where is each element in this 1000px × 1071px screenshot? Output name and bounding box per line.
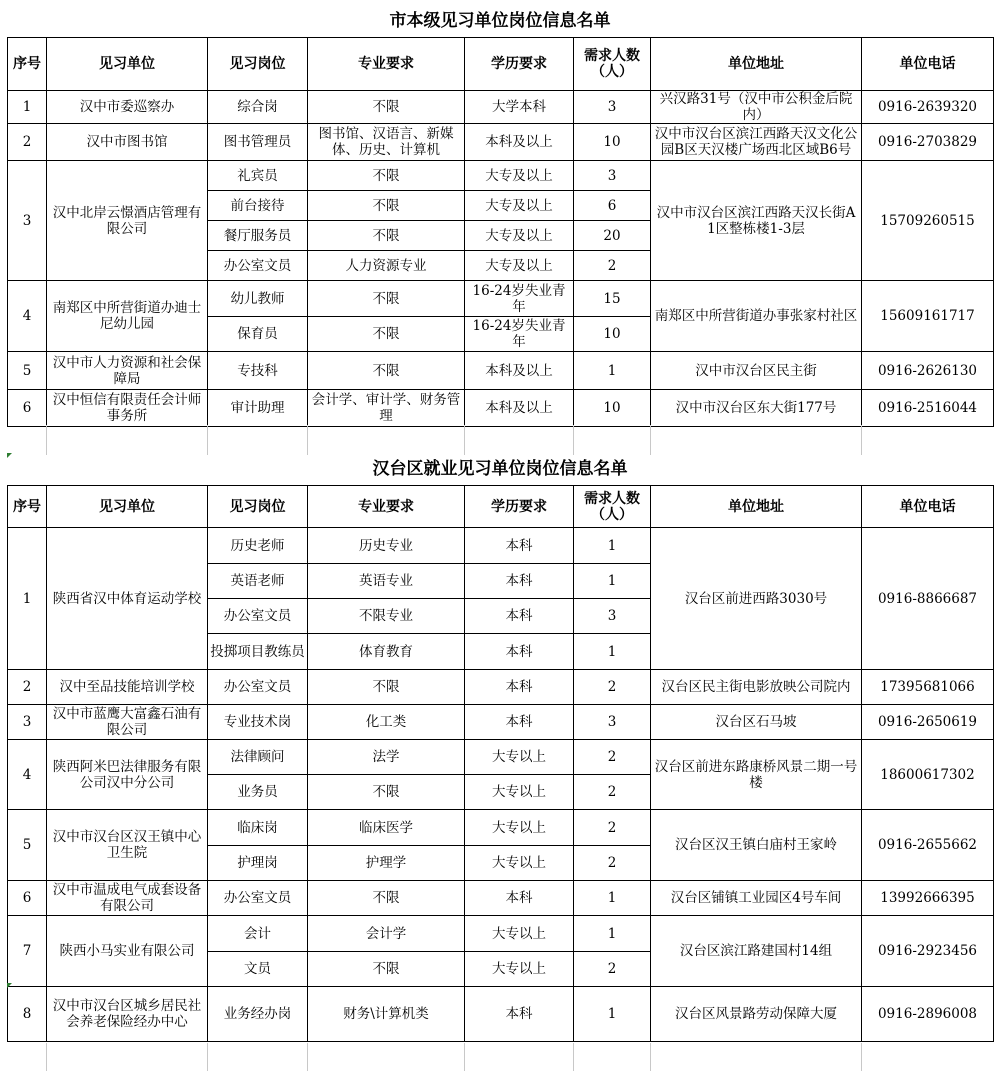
cell-count: 10 [574, 124, 651, 161]
cell-no: 3 [8, 705, 47, 740]
cell-education: 大专以上 [465, 846, 574, 881]
cell-position: 会计 [208, 916, 308, 952]
cell-education: 大专以上 [465, 952, 574, 987]
cell-phone: 0916-2626130 [862, 352, 994, 390]
cell-unit: 汉中市人力资源和社会保障局 [47, 352, 208, 390]
header-unit: 见习单位 [47, 38, 208, 91]
cell-count: 20 [574, 221, 651, 251]
cell-unit: 汉中北岸云憬酒店管理有限公司 [47, 161, 208, 281]
cell-address: 兴汉路31号（汉中市公积金后院内） [651, 91, 862, 124]
cell-no: 6 [8, 390, 47, 427]
cell-count: 1 [574, 987, 651, 1042]
cell-major: 不限 [308, 670, 465, 705]
cell-education: 本科 [465, 670, 574, 705]
cell-position: 礼宾员 [208, 161, 308, 191]
district-table [7, 485, 994, 1042]
header-address: 单位地址 [651, 486, 862, 528]
cell-no: 4 [8, 281, 47, 352]
cell-education: 大专及以上 [465, 161, 574, 191]
cell-count: 2 [574, 952, 651, 987]
table-row [8, 161, 994, 191]
cell-unit: 汉中市温成电气成套设备有限公司 [47, 881, 208, 916]
cell-no: 6 [8, 881, 47, 916]
cell-unit: 汉中恒信有限责任会计师事务所 [47, 390, 208, 427]
cell-position: 办公室文员 [208, 599, 308, 634]
cell-no: 5 [8, 352, 47, 390]
cell-position: 保育员 [208, 317, 308, 352]
header-address: 单位地址 [651, 38, 862, 91]
table-row [8, 916, 994, 952]
cell-major: 不限 [308, 281, 465, 317]
table-row [8, 987, 994, 1042]
cell-education: 本科及以上 [465, 390, 574, 427]
cell-address: 汉台区民主街电影放映公司院内 [651, 670, 862, 705]
table-row [8, 124, 994, 161]
header-education: 学历要求 [465, 486, 574, 528]
cell-major: 英语专业 [308, 564, 465, 599]
cell-education: 大专及以上 [465, 191, 574, 221]
cell-count: 10 [574, 390, 651, 427]
cell-count: 3 [574, 91, 651, 124]
cell-no: 8 [8, 987, 47, 1042]
city-table-title: 市本级见习单位岗位信息名单 [389, 11, 611, 31]
cell-unit: 汉中至品技能培训学校 [47, 670, 208, 705]
cell-position: 幼儿教师 [208, 281, 308, 317]
cell-education: 本科 [465, 564, 574, 599]
table-row [8, 352, 994, 390]
table-row [8, 390, 994, 427]
header-count: 需求人数（人） [574, 486, 651, 528]
cell-major: 会计学、审计学、财务管理 [308, 390, 465, 427]
cell-education: 大专及以上 [465, 221, 574, 251]
cell-major: 化工类 [308, 705, 465, 740]
cell-address: 汉台区石马坡 [651, 705, 862, 740]
cell-address: 汉台区前进西路3030号 [651, 528, 862, 670]
cell-major: 法学 [308, 740, 465, 775]
cell-position: 历史老师 [208, 528, 308, 564]
cell-address: 南郑区中所营街道办事张家村社区 [651, 281, 862, 352]
district-table-title: 汉台区就业见习单位岗位信息名单 [372, 459, 628, 479]
cell-position: 图书管理员 [208, 124, 308, 161]
cell-major: 不限 [308, 317, 465, 352]
cell-position: 业务经办岗 [208, 987, 308, 1042]
city-header-row [8, 38, 994, 91]
cell-count: 10 [574, 317, 651, 352]
table-row [8, 91, 994, 124]
cell-count: 1 [574, 634, 651, 670]
cell-education: 本科 [465, 528, 574, 564]
cell-position: 护理岗 [208, 846, 308, 881]
cell-position: 办公室文员 [208, 881, 308, 916]
cell-major: 临床医学 [308, 810, 465, 846]
header-phone: 单位电话 [862, 486, 994, 528]
cell-major: 会计学 [308, 916, 465, 952]
cell-education: 本科及以上 [465, 352, 574, 390]
cell-position: 前台接待 [208, 191, 308, 221]
cell-major: 体育教育 [308, 634, 465, 670]
cell-position: 投掷项目教练员 [208, 634, 308, 670]
cell-phone: 0916-2639320 [862, 91, 994, 124]
cell-unit: 陕西阿米巴法律服务有限公司汉中分公司 [47, 740, 208, 810]
header-no: 序号 [8, 38, 47, 91]
cell-education: 本科 [465, 599, 574, 634]
cell-phone: 15709260515 [862, 161, 994, 281]
cell-phone: 0916-2655662 [862, 810, 994, 881]
cell-phone: 0916-2703829 [862, 124, 994, 161]
cell-unit: 汉中市委巡察办 [47, 91, 208, 124]
cell-count: 2 [574, 670, 651, 705]
table-row [8, 281, 994, 317]
header-unit: 见习单位 [47, 486, 208, 528]
cell-address: 汉中市汉台区滨江西路天汉文化公园B区天汉楼广场西北区域B6号 [651, 124, 862, 161]
cell-education: 大专以上 [465, 916, 574, 952]
city-table [7, 37, 994, 427]
cell-position: 专技科 [208, 352, 308, 390]
cell-count: 1 [574, 881, 651, 916]
header-major: 专业要求 [308, 38, 465, 91]
cell-education: 大专以上 [465, 810, 574, 846]
cell-count: 2 [574, 740, 651, 775]
cell-phone: 18600617302 [862, 740, 994, 810]
cell-phone: 0916-2516044 [862, 390, 994, 427]
cell-unit: 南郑区中所营街道办迪士尼幼儿园 [47, 281, 208, 352]
cell-count: 1 [574, 528, 651, 564]
cell-count: 3 [574, 161, 651, 191]
cell-unit: 汉中市蓝鹰大富鑫石油有限公司 [47, 705, 208, 740]
cell-address: 汉中市汉台区滨江西路天汉长街A1区整栋楼1-3层 [651, 161, 862, 281]
cell-major: 历史专业 [308, 528, 465, 564]
cell-address: 汉中市汉台区东大街177号 [651, 390, 862, 427]
cell-position: 办公室文员 [208, 251, 308, 281]
cell-major: 人力资源专业 [308, 251, 465, 281]
cell-address: 汉中市汉台区民主街 [651, 352, 862, 390]
cell-phone: 15609161717 [862, 281, 994, 352]
cell-phone: 13992666395 [862, 881, 994, 916]
cell-count: 2 [574, 251, 651, 281]
cell-phone: 0916-2923456 [862, 916, 994, 987]
cell-count: 3 [574, 705, 651, 740]
cell-position: 法律顾问 [208, 740, 308, 775]
district-header-row [8, 486, 994, 528]
header-position: 见习岗位 [208, 486, 308, 528]
cell-count: 2 [574, 810, 651, 846]
cell-major: 不限 [308, 91, 465, 124]
empty-grid-row [7, 1043, 993, 1071]
cell-position: 临床岗 [208, 810, 308, 846]
header-education: 学历要求 [465, 38, 574, 91]
cell-address: 汉台区滨江路建国村14组 [651, 916, 862, 987]
cell-count: 1 [574, 564, 651, 599]
cell-education: 本科 [465, 705, 574, 740]
cell-major: 不限专业 [308, 599, 465, 634]
cell-unit: 陕西小马实业有限公司 [47, 916, 208, 987]
cell-major: 不限 [308, 221, 465, 251]
cell-count: 2 [574, 846, 651, 881]
empty-grid-row [7, 425, 993, 455]
cell-education: 本科 [465, 987, 574, 1042]
cell-education: 大学本科 [465, 91, 574, 124]
cell-major: 不限 [308, 352, 465, 390]
cell-education: 本科及以上 [465, 124, 574, 161]
cell-count: 6 [574, 191, 651, 221]
cell-position: 文员 [208, 952, 308, 987]
cell-position: 办公室文员 [208, 670, 308, 705]
cell-major: 护理学 [308, 846, 465, 881]
cell-unit: 汉中市汉台区汉王镇中心卫生院 [47, 810, 208, 881]
table-row [8, 881, 994, 916]
cell-major: 不限 [308, 775, 465, 810]
cell-address: 汉台区铺镇工业园区4号车间 [651, 881, 862, 916]
table-row [8, 670, 994, 705]
table-row [8, 810, 994, 846]
cell-address: 汉台区前进东路康桥风景二期一号楼 [651, 740, 862, 810]
cell-education: 本科 [465, 881, 574, 916]
cell-count: 2 [574, 775, 651, 810]
cell-count: 1 [574, 352, 651, 390]
cell-address: 汉台区汉王镇白庙村王家岭 [651, 810, 862, 881]
cell-unit: 陕西省汉中体育运动学校 [47, 528, 208, 670]
table-row [8, 705, 994, 740]
cell-unit: 汉中市图书馆 [47, 124, 208, 161]
cell-phone: 0916-2896008 [862, 987, 994, 1042]
cell-no: 5 [8, 810, 47, 881]
cell-major: 图书馆、汉语言、新媒体、历史、计算机 [308, 124, 465, 161]
cell-education: 大专以上 [465, 775, 574, 810]
cell-unit: 汉中市汉台区城乡居民社会养老保险经办中心 [47, 987, 208, 1042]
cell-phone: 17395681066 [862, 670, 994, 705]
cell-education: 16-24岁失业青年 [465, 317, 574, 352]
header-no: 序号 [8, 486, 47, 528]
cell-major: 财务\计算机类 [308, 987, 465, 1042]
cell-no: 3 [8, 161, 47, 281]
cell-count: 15 [574, 281, 651, 317]
cell-comment-marker [7, 983, 12, 988]
cell-no: 4 [8, 740, 47, 810]
header-count: 需求人数（人） [574, 38, 651, 91]
cell-no: 1 [8, 528, 47, 670]
cell-address: 汉台区风景路劳动保障大厦 [651, 987, 862, 1042]
table-row [8, 528, 994, 564]
cell-count: 3 [574, 599, 651, 634]
header-position: 见习岗位 [208, 38, 308, 91]
cell-major: 不限 [308, 952, 465, 987]
cell-education: 16-24岁失业青年 [465, 281, 574, 317]
header-major: 专业要求 [308, 486, 465, 528]
cell-phone: 0916-8866687 [862, 528, 994, 670]
cell-education: 大专以上 [465, 740, 574, 775]
cell-no: 2 [8, 124, 47, 161]
cell-position: 英语老师 [208, 564, 308, 599]
cell-position: 餐厅服务员 [208, 221, 308, 251]
cell-education: 大专及以上 [465, 251, 574, 281]
table-row [8, 740, 994, 775]
cell-no: 7 [8, 916, 47, 987]
cell-major: 不限 [308, 881, 465, 916]
cell-position: 业务员 [208, 775, 308, 810]
cell-education: 本科 [465, 634, 574, 670]
cell-no: 1 [8, 91, 47, 124]
cell-position: 综合岗 [208, 91, 308, 124]
cell-phone: 0916-2650619 [862, 705, 994, 740]
cell-major: 不限 [308, 161, 465, 191]
cell-no: 2 [8, 670, 47, 705]
cell-position: 审计助理 [208, 390, 308, 427]
cell-count: 1 [574, 916, 651, 952]
header-phone: 单位电话 [862, 38, 994, 91]
cell-major: 不限 [308, 191, 465, 221]
cell-position: 专业技术岗 [208, 705, 308, 740]
